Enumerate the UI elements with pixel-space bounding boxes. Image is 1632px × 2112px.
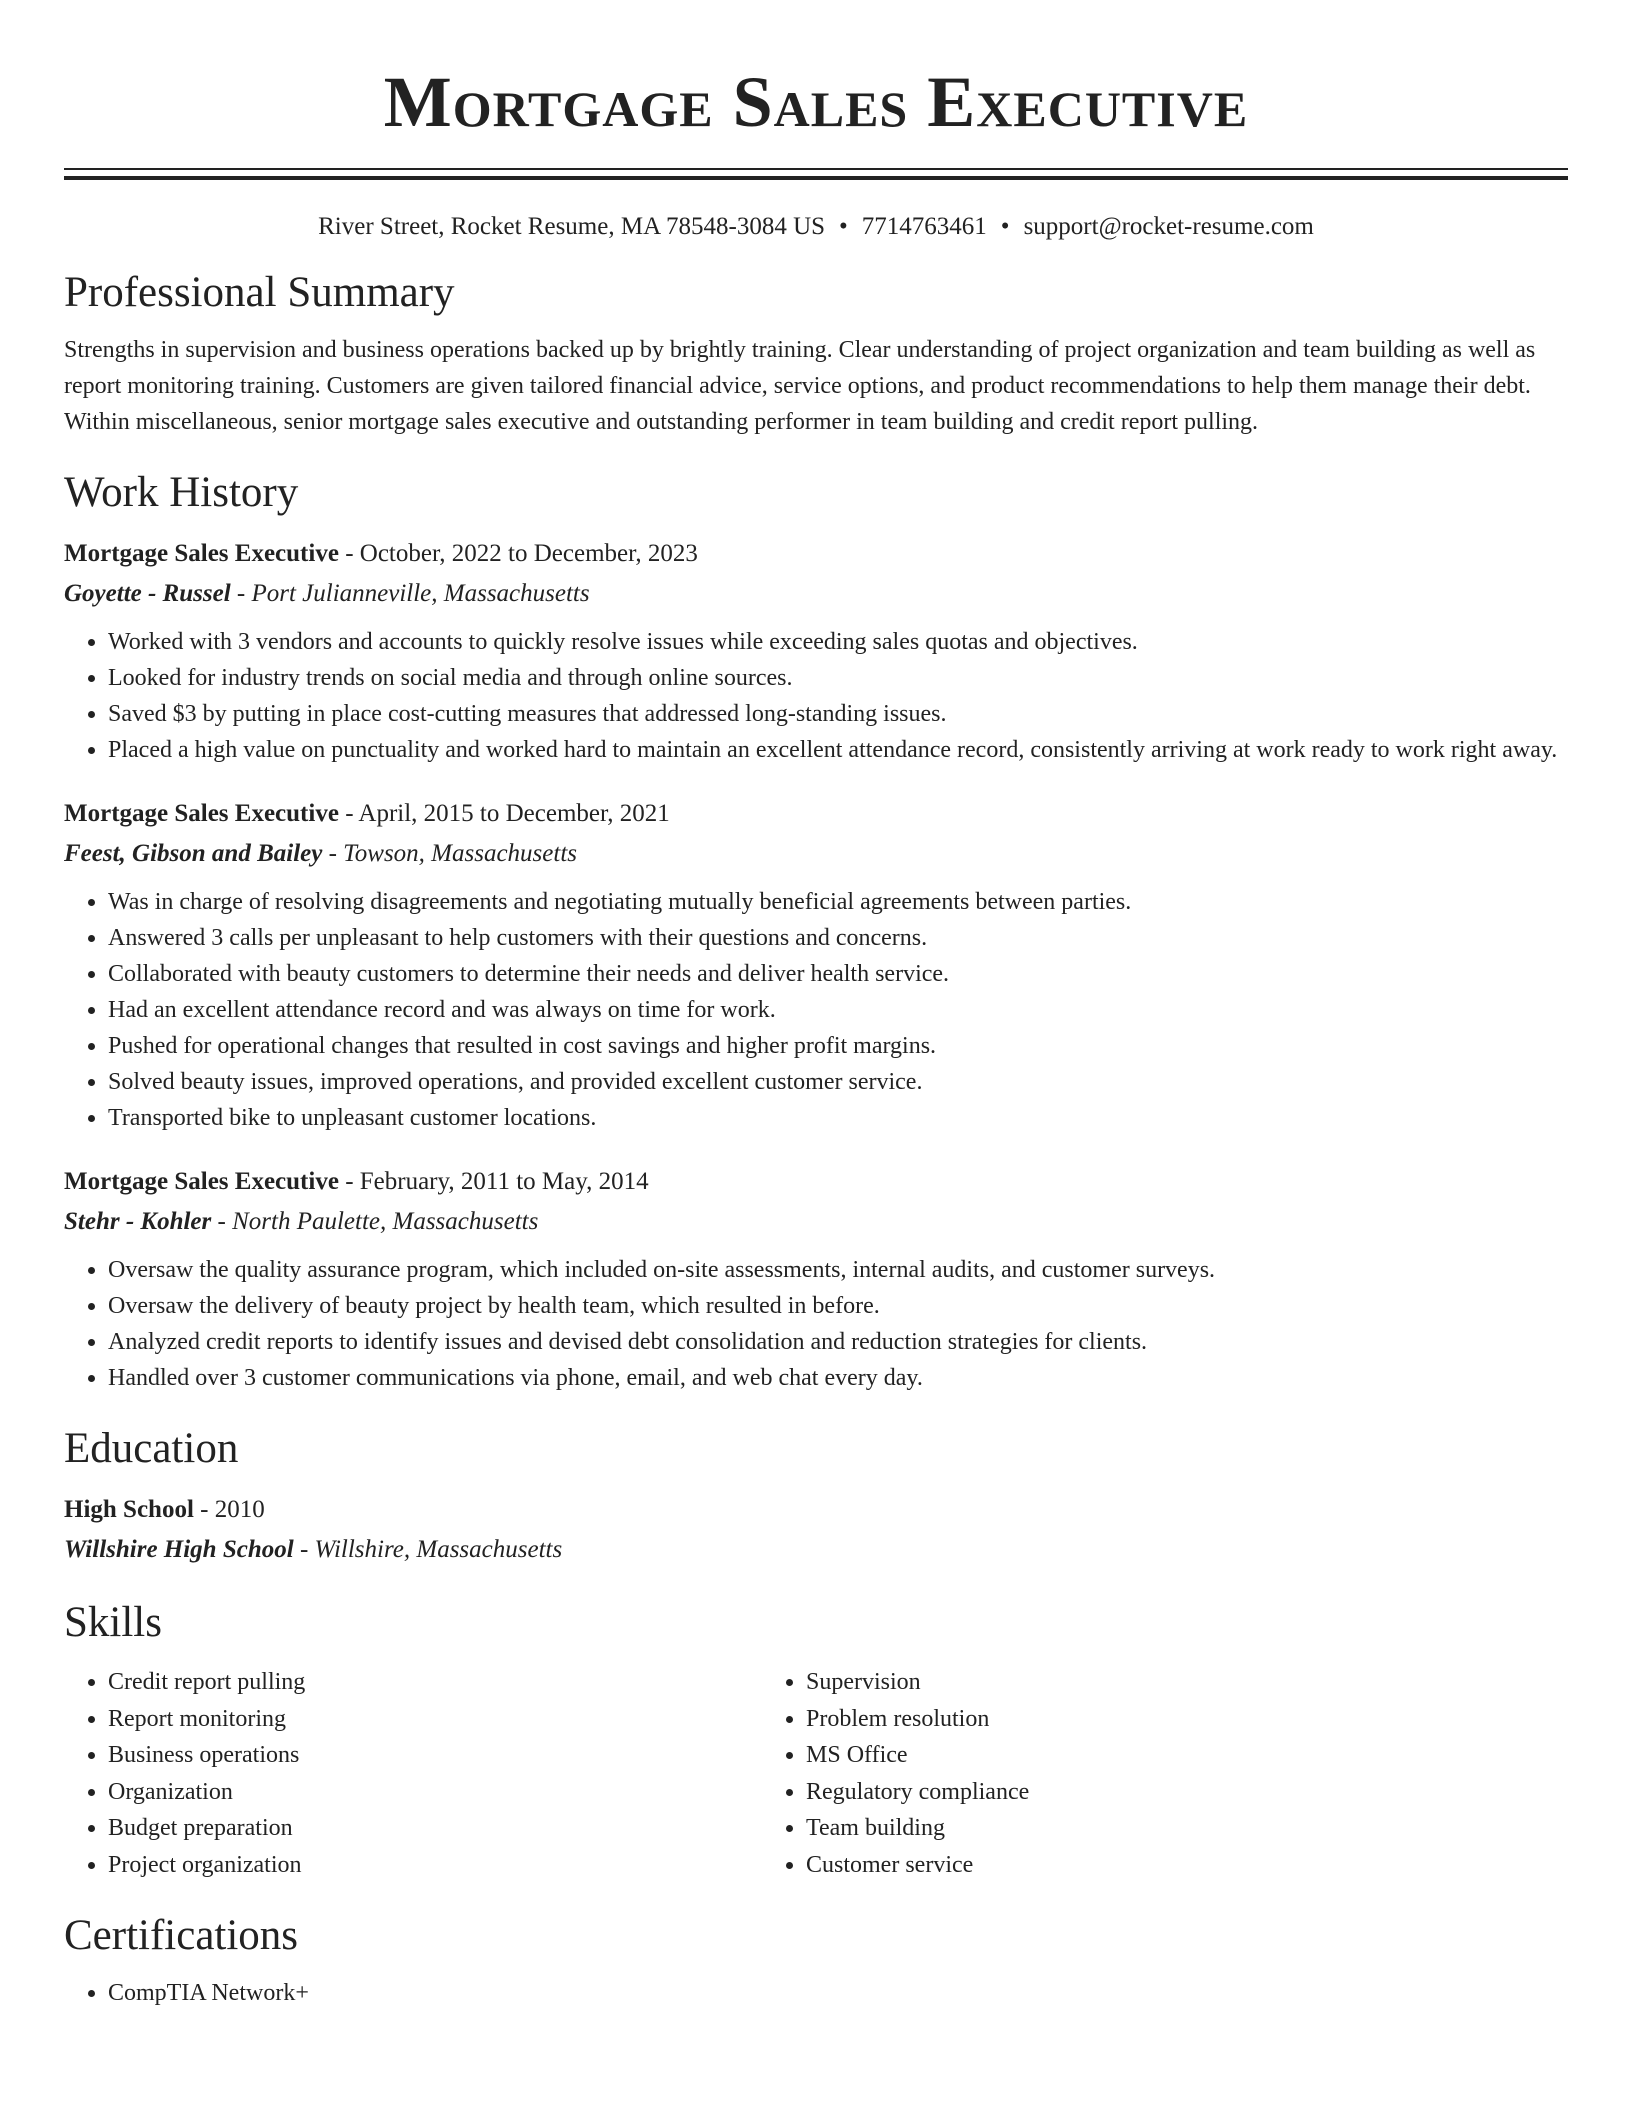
skill-item: • Customer service	[806, 1847, 1568, 1884]
employer-location: - Towson, Massachusetts	[322, 840, 578, 867]
job-bullet: • Collaborated with beauty customers to determine their needs and deliver health service.	[108, 956, 1568, 992]
job-entry	[64, 1162, 1568, 1396]
job-bullet: • Solved beauty issues, improved operations, and provided excellent customer service.	[108, 1064, 1568, 1100]
contact-phone: 7714763461	[861, 213, 987, 240]
resume-name: Mortgage Sales Executive	[383, 62, 1249, 142]
education-entry	[64, 1490, 1568, 1570]
skill-item: • Credit report pulling	[108, 1664, 762, 1701]
degree-line	[64, 1490, 1568, 1530]
school-name: Willshire High School	[64, 1536, 294, 1563]
job-bullet: • Transported bike to unpleasant customer locations.	[108, 1100, 1568, 1136]
summary-heading: Professional Summary	[64, 269, 455, 316]
summary-text: Strengths in supervision and business operations backed up by brightly training. Clear understanding of project organization and team building as well as report monitoring training. Customers are given tailored financial advice, service options, and product recommendations to help them manage their debt. Within miscellaneous, senior mortgage sales executive and outstanding performer in team building and credit report pulling.	[64, 337, 1536, 435]
job-bullets	[64, 884, 1568, 1136]
job-bullet: • Had an excellent attendance record and was always on time for work.	[108, 992, 1568, 1028]
contact-address: River Street, Rocket Resume, MA 78548-3084 US	[318, 213, 826, 240]
job-bullets	[64, 624, 1568, 768]
skill-item: • Budget preparation	[108, 1810, 762, 1847]
job-dates: - April, 2015 to December, 2021	[338, 800, 670, 827]
certifications-section	[64, 1911, 1568, 2011]
work-history-section	[64, 468, 1568, 1396]
employer-name: Goyette - Russel	[64, 580, 231, 607]
school-line	[64, 1530, 1568, 1570]
skills-section	[64, 1598, 1568, 1883]
job-title-line	[64, 1162, 1568, 1202]
skills-column	[64, 1664, 762, 1883]
skill-item: • Supervision	[806, 1664, 1568, 1701]
skill-item: • Project organization	[108, 1847, 762, 1884]
certification-item: • CompTIA Network+	[108, 1975, 1568, 2011]
employer-line	[64, 834, 1568, 874]
degree-year: - 2010	[193, 1496, 265, 1523]
job-bullet: • Worked with 3 vendors and accounts to quickly resolve issues while exceeding sales quotas and objectives.	[108, 624, 1568, 660]
certifications-list	[64, 1975, 1568, 2011]
employer-line	[64, 574, 1568, 614]
skill-item: • MS Office	[806, 1737, 1568, 1774]
contact-line	[64, 210, 1568, 244]
job-bullet: • Placed a high value on punctuality and worked hard to maintain an excellent attendance record, consistently arriving at work ready to work right away.	[108, 732, 1568, 768]
education-heading: Education	[64, 1425, 239, 1472]
skill-item: • Team building	[806, 1810, 1568, 1847]
skills-heading: Skills	[64, 1599, 162, 1646]
certifications-heading: Certifications	[64, 1912, 299, 1959]
job-bullet: • Was in charge of resolving disagreements and negotiating mutually beneficial agreements between parties.	[108, 884, 1568, 920]
education-section	[64, 1424, 1568, 1570]
employer-location: - Port Julianneville, Massachusetts	[230, 580, 590, 607]
employer-location: - North Paulette, Massachusetts	[211, 1208, 539, 1235]
job-bullet: • Handled over 3 customer communications via phone, email, and web chat every day.	[108, 1360, 1568, 1396]
job-title-line	[64, 794, 1568, 834]
resume-page	[64, 0, 1568, 2011]
skill-item: • Problem resolution	[806, 1701, 1568, 1738]
skill-item: • Regulatory compliance	[806, 1774, 1568, 1811]
job-bullets	[64, 1252, 1568, 1396]
skill-item: • Organization	[108, 1774, 762, 1811]
job-bullet: • Oversaw the quality assurance program, which included on-site assessments, internal audits, and customer surveys.	[108, 1252, 1568, 1288]
employer-line	[64, 1202, 1568, 1242]
job-dates: - February, 2011 to May, 2014	[338, 1168, 649, 1195]
contact-separator: •	[1000, 213, 1010, 240]
job-bullet: • Oversaw the delivery of beauty project by health team, which resulted in before.	[108, 1288, 1568, 1324]
job-title-line	[64, 534, 1568, 574]
job-bullet: • Looked for industry trends on social media and through online sources.	[108, 660, 1568, 696]
contact-separator: •	[839, 213, 848, 240]
skills-column	[762, 1664, 1568, 1883]
job-entry	[64, 534, 1568, 768]
job-title: Mortgage Sales Executive	[64, 540, 339, 567]
job-title: Mortgage Sales Executive	[64, 1168, 339, 1195]
job-dates: - October, 2022 to December, 2023	[338, 540, 698, 567]
skill-item: • Business operations	[108, 1737, 762, 1774]
header-double-rule	[64, 168, 1568, 180]
job-title: Mortgage Sales Executive	[64, 800, 339, 827]
summary-section	[64, 268, 1568, 440]
contact-email: support@rocket-resume.com	[1023, 213, 1314, 240]
work-history-heading: Work History	[64, 469, 299, 516]
employer-name: Feest, Gibson and Bailey	[64, 840, 323, 867]
job-entry	[64, 794, 1568, 1136]
school-location: - Willshire, Massachusetts	[293, 1536, 563, 1563]
skill-item: • Report monitoring	[108, 1701, 762, 1738]
job-bullet: • Saved $3 by putting in place cost-cutting measures that addressed long-standing issues.	[108, 696, 1568, 732]
degree-name: High School	[64, 1496, 194, 1523]
job-bullet: • Answered 3 calls per unpleasant to help customers with their questions and concerns.	[108, 920, 1568, 956]
skills-grid	[64, 1664, 1568, 1883]
job-bullet: • Pushed for operational changes that resulted in cost savings and higher profit margins.	[108, 1028, 1568, 1064]
employer-name: Stehr - Kohler	[64, 1208, 212, 1235]
job-bullet: • Analyzed credit reports to identify issues and devised debt consolidation and reduction strategies for clients.	[108, 1324, 1568, 1360]
